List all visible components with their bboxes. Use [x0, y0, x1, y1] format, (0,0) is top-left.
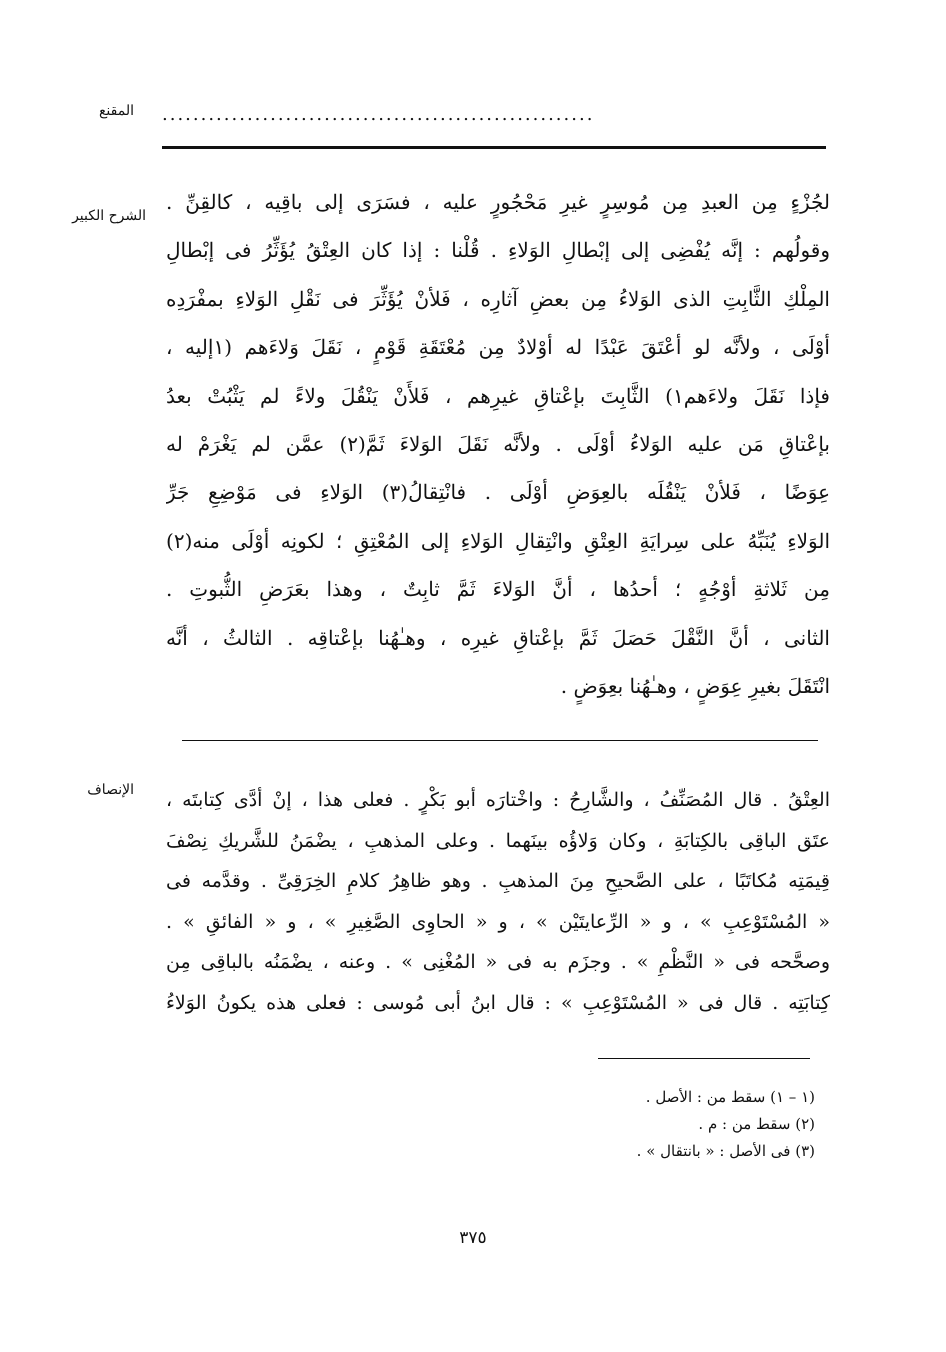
insaf-text — [166, 780, 830, 1023]
header-rule — [162, 146, 826, 149]
sharh-line: بإعْتاقِ مَن عليه الوَلاءُ أوْلَى . ولأنَّه نَقَلَ الوَلاءَ ثَمَّ(٢) عمَّن لم يَغْرَمْ له — [166, 431, 830, 456]
insaf-line: كِتابَتِه . قال فى « المُسْتَوْعِبِ » : قال ابنُ أبى مُوسى : فعلى هذه يكونُ الوَلاءُ — [166, 991, 830, 1014]
insaf-line: عتَق الباقِى بالكِتابَةِ ، وكان وَلاؤُه بينَهما . وعلى المذهبِ ، يضْمَنُ للشَّريكِ نِصْفَ — [166, 829, 830, 852]
sharh-line: الوَلاءِ يُنَبِّهُ على سِرايَةِ العِتْقِ وانْتِقالِ الوَلاءِ إلى المُعْتِقِ ؛ لكونِه أوْلَى منه(٢) — [166, 528, 830, 553]
sharh-line: المِلْكِ الثَّابِتِ الذى الوَلاءُ مِن بعضِ آثارِه ، فَلأنْ يُؤَثِّرَ فى نَقْلِ الوَلاءِ بمفْرَدِه — [166, 286, 830, 311]
sharh-section-label: الشرح الكبير — [72, 208, 146, 224]
footnotes — [470, 1084, 815, 1165]
page-number: ٣٧٥ — [459, 1228, 487, 1248]
header-book-title: المقنع — [98, 103, 134, 119]
insaf-line: العِتْقُ . قال المُصَنِّفُ ، والشَّارِحُ : واخْتارَه أبو بَكْرٍ . فعلى هذا ، إنْ أدَّى كِتابتَه ، — [166, 789, 830, 811]
sharh-line: لجُزْءٍ مِن العبدِ مِن مُوسِرٍ غيرِ مَحْجُورٍ عليه ، فسَرَى إلى باقِيه ، كالقِنِّ . — [166, 190, 830, 214]
insaf-line: وصحَّحه فى « النَّظْمِ » . وجزَم به فى « المُغْنِى » . وعنه ، يضْمَنُه بالباقِى مِن — [166, 951, 830, 973]
sharh-line: أوْلَى ، ولأنَّه لو أعْتَقَ عَبْدًا له أوْلادٌ مِن مُعْتَقَةِ قَوْمٍ ، نَقَلَ وَلاءَهم (١إليه ، — [166, 335, 830, 360]
sharh-line: مِن ثَلاثةِ أوْجُهٍ ؛ أحدُها ، أنَّ الوَلاءَ ثَمَّ ثابِتٌ ، وهذا بعَرَضِ الثُّبوتِ . — [166, 577, 830, 602]
insaf-line: قِيمَتِه مُكاتَبًا ، على الصَّحيحِ مِنَ المذهبِ . وهو ظاهِرُ كلامِ الخِرَقِىِّ . وقدَّمه فى — [166, 870, 830, 892]
sharh-line: عِوَضًا ، فَلأنْ يَنْقُلَه بالعِوَضِ أوْلَى . فانْتِقالُ(٣) الوَلاءِ فى مَوْضِعِ جَرِّ — [166, 480, 830, 505]
section-divider — [182, 740, 818, 741]
header-dot-leader: ........................................................ — [162, 104, 595, 125]
sharh-line: فإذا نَقَلَ ولاءَهم١) الثَّابِتَ بإعْتاقِ غيرِهم ، فَلأَنْ يَنْقُلَ ولاءً لم يَثْبُتْ بعدُ — [166, 383, 830, 408]
footnote: (٣) فى الأصل : « بانتقال » . — [636, 1142, 815, 1160]
sharh-line: الثانى ، أنَّ النَّقْلَ حَصَلَ ثَمَّ بإعْتاقِ غيرِه ، وهـٰهُنا بإعْتاقِه . الثالثُ ، أنَّه — [166, 625, 830, 650]
sharh-line: انْتَقَلَ بغيرِ عِوَضٍ ، وهـٰهُنا بعِوَضٍ . — [560, 673, 830, 698]
sharh-text — [166, 178, 830, 710]
sharh-line: وقولُهم : إنَّه يُفْضِى إلى إبْطالِ الوَلاءِ . قُلْنا : إذا كان العِتْقُ يُؤَثِّرُ فى إبْطالِ — [166, 238, 830, 263]
insaf-section-label: الإنصاف — [87, 782, 134, 798]
footnote: (٢) سقط من : م . — [698, 1115, 815, 1133]
footnote: (١ – ١) سقط من : الأصل . — [645, 1088, 815, 1106]
footnote-divider — [598, 1058, 810, 1059]
insaf-line: « المُسْتَوْعِبِ » ، و « الرِّعايتَيْن » ، و « الحاوِى الصَّغِيرِ » ، و « الفائقِ » . — [166, 910, 830, 933]
